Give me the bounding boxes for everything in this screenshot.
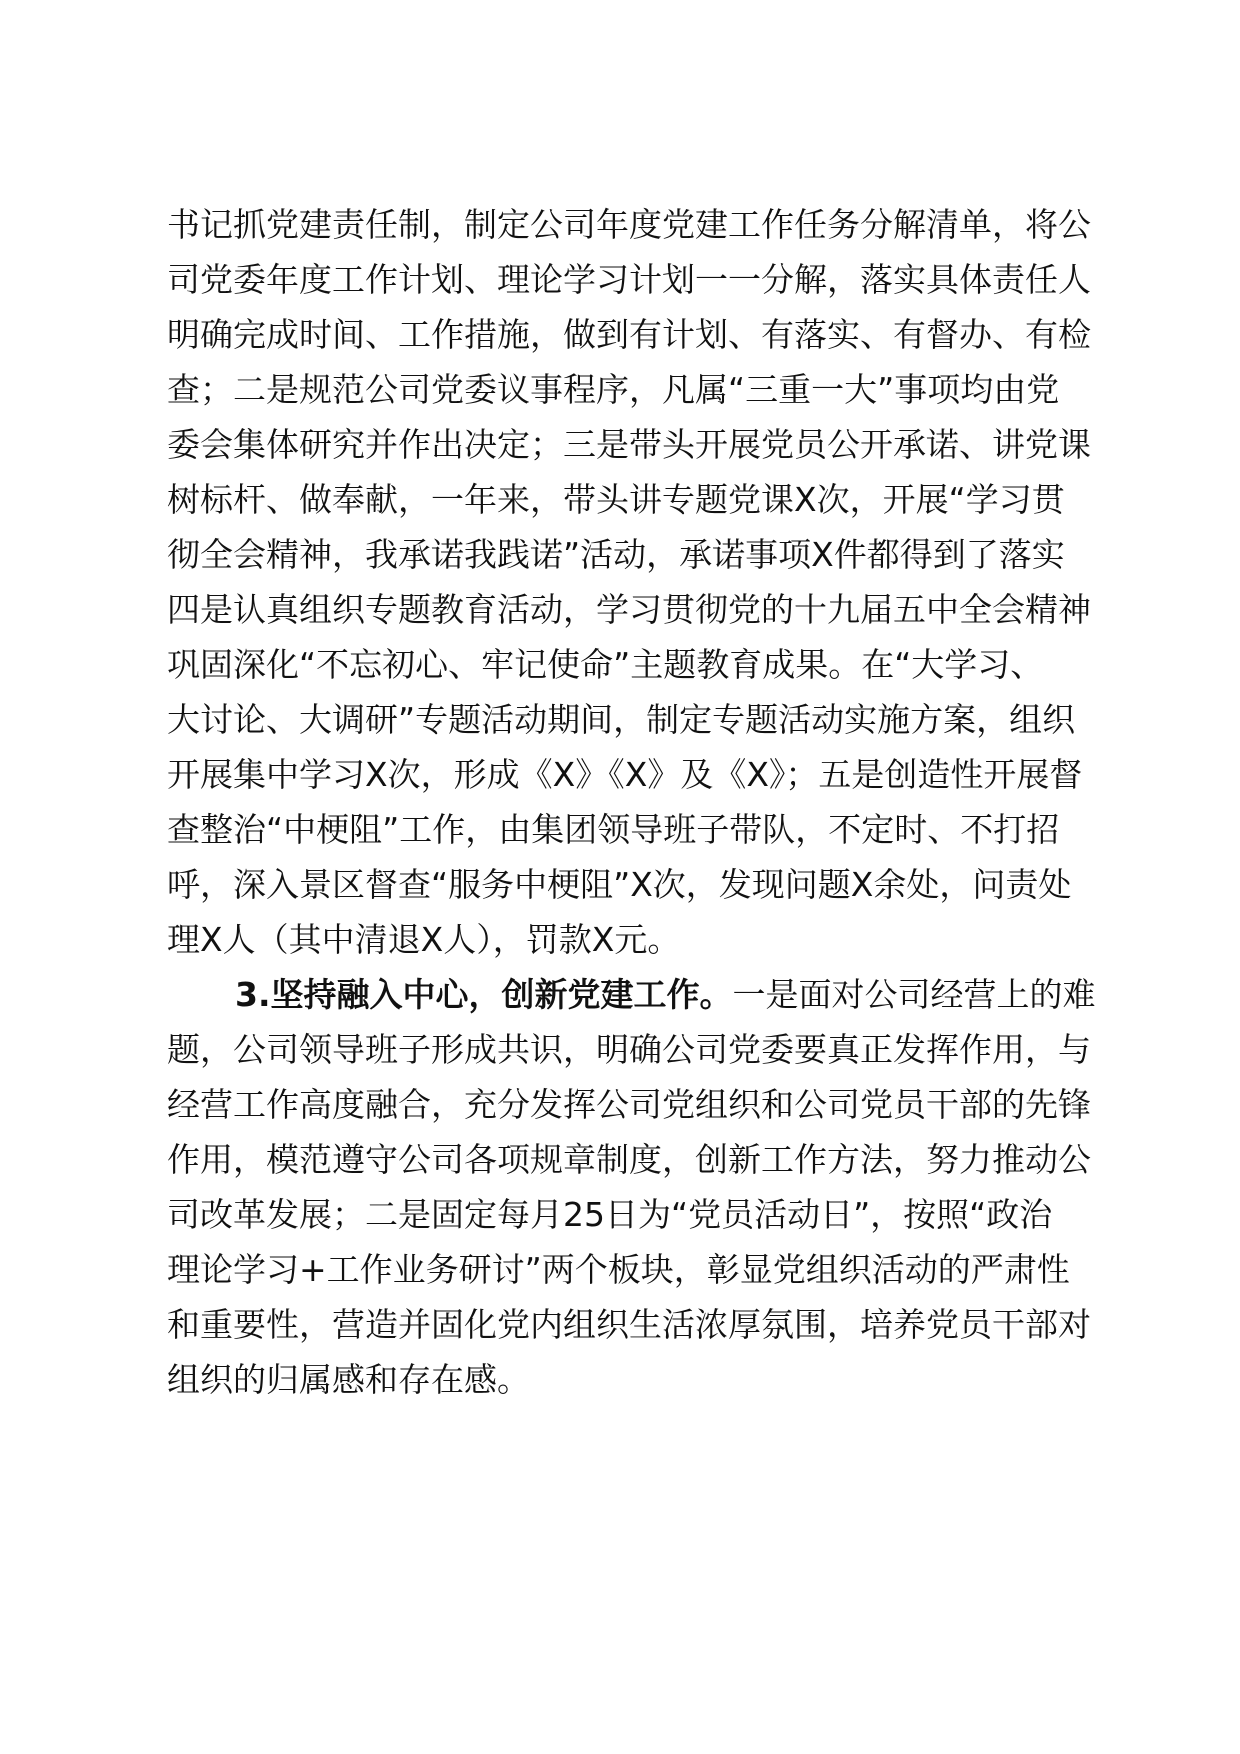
body-line: 司改革发展；二是固定每月25日为“党员活动日”，按照“政治 [167, 1195, 1053, 1234]
section-3-first-line [235, 966, 1096, 1024]
body-line: 开展集中学习X次，形成《X》《X》及《X》；五是创造性开展督 [167, 755, 1083, 794]
body-line: 查整治“中梗阻”工作，由集团领导班子带队，不定时、不打招 [167, 810, 1060, 849]
section-3-heading: 3.坚持融入中心，创新党建工作。 [235, 975, 733, 1014]
body-line: 彻全会精神，我承诺我践诺”活动，承诺事项X件都得到了落实 [167, 535, 1065, 574]
section-3-first-line-rest: 一是面对公司经营上的难 [732, 975, 1096, 1014]
body-line: 巩固深化“不忘初心、牢记使命”主题教育成果。在“大学习、 [167, 645, 1044, 684]
body-line: 理论学习+工作业务研讨”两个板块，彰显党组织活动的严肃性 [167, 1250, 1070, 1289]
body-line: 组织的归属感和存在感。 [167, 1360, 530, 1399]
body-line: 大讨论、大调研”专题活动期间，制定专题活动实施方案，组织 [167, 700, 1076, 739]
body-line: 书记抓党建责任制，制定公司年度党建工作任务分解清单，将公 [167, 205, 1091, 244]
body-line: 委会集体研究并作出决定；三是带头开展党员公开承诺、讲党课 [167, 425, 1091, 464]
body-line: 查；二是规范公司党委议事程序，凡属“三重一大”事项均由党 [167, 370, 1060, 409]
body-line: 经营工作高度融合，充分发挥公司党组织和公司党员干部的先锋 [167, 1085, 1091, 1124]
body-line: 四是认真组织专题教育活动，学习贯彻党的十九届五中全会精神 [167, 590, 1091, 629]
body-line: 理X人（其中清退X人），罚款X元。 [167, 920, 681, 959]
body-line: 明确完成时间、工作措施，做到有计划、有落实、有督办、有检 [167, 315, 1091, 354]
body-line: 呼，深入景区督查“服务中梗阻”X次，发现问题X余处，问责处 [167, 865, 1072, 904]
body-line: 和重要性，营造并固化党内组织生活浓厚氛围，培养党员干部对 [167, 1305, 1091, 1344]
body-line: 作用，模范遵守公司各项规章制度，创新工作方法，努力推动公 [167, 1140, 1091, 1179]
body-line: 司党委年度工作计划、理论学习计划一一分解，落实具体责任人 [167, 260, 1091, 299]
body-line: 树标杆、做奉献，一年来，带头讲专题党课X次，开展“学习贯 [167, 480, 1065, 519]
body-line: 题，公司领导班子形成共识，明确公司党委要真正发挥作用，与 [167, 1030, 1091, 1069]
